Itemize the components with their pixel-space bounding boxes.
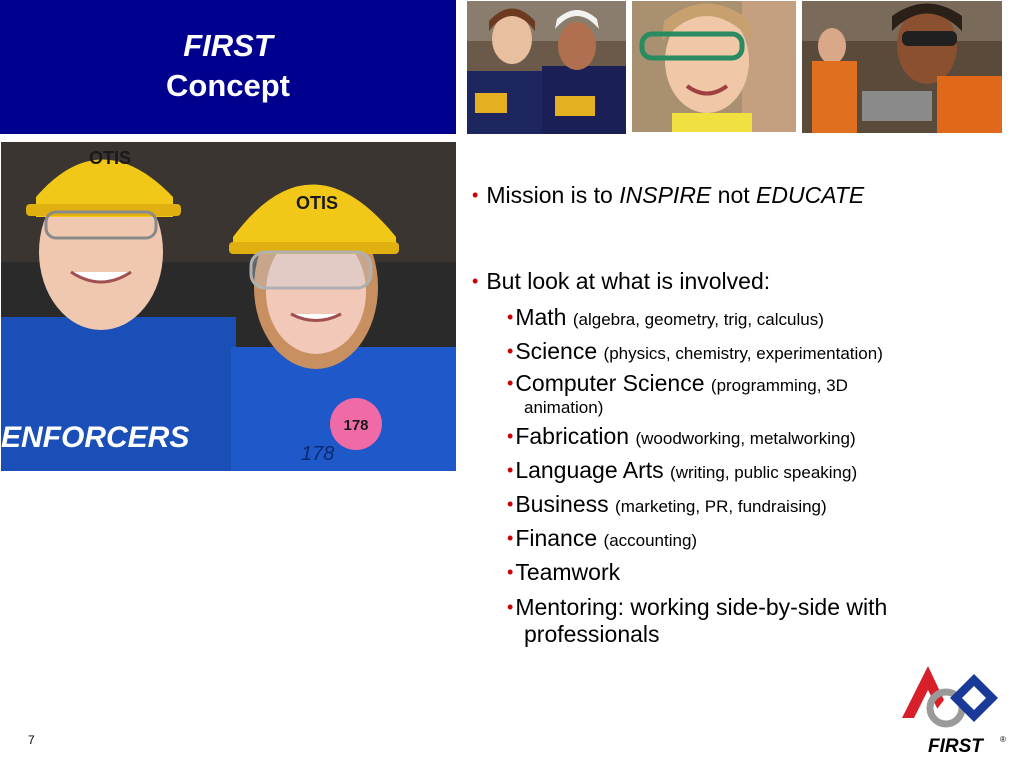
sub-bullet-finance: •Finance (accounting)	[507, 525, 698, 551]
photo-main-students-helmets	[1, 142, 456, 471]
sub-bullet-business: •Business (marketing, PR, fundraising)	[507, 491, 827, 517]
logo-wordmark: FIRST	[928, 736, 983, 756]
sub-bullet-science: •Science (physics, chemistry, experimentation)	[507, 338, 883, 364]
sub-bullet-fabrication: •Fabrication (woodworking, metalworking)	[507, 423, 856, 449]
shirt-number: 178	[301, 443, 335, 465]
emphasis-educate: EDUCATE	[756, 182, 865, 208]
sub-bullet-language-arts: •Language Arts (writing, public speaking)	[507, 457, 858, 483]
photo-two-students	[467, 1, 626, 134]
helmet-text-right: OTIS	[295, 193, 339, 213]
bullet-mission: • Mission is to INSPIRE not EDUCATE	[472, 182, 865, 208]
logo-registered: ®	[1000, 735, 1006, 744]
sub-bullet-math: •Math (algebra, geometry, trig, calculus)	[507, 304, 824, 330]
photo-student-goggles	[632, 1, 796, 132]
title-concept: Concept	[166, 68, 290, 103]
slide-number: 7	[28, 733, 35, 747]
helmet-text-left: OTIS	[88, 148, 132, 168]
first-logo	[896, 660, 1012, 756]
shirt-text: ENFORCERS	[1, 421, 190, 454]
bullet-involved: • But look at what is involved:	[472, 268, 771, 294]
sub-bullet-mentoring: •Mentoring: working side-by-side with professionals	[507, 594, 888, 647]
sub-bullet-teamwork: •Teamwork	[507, 559, 621, 585]
title-first: FIRST	[183, 28, 273, 63]
photo-students-workshop	[802, 1, 1002, 133]
title-banner	[0, 0, 456, 134]
badge-number: 178	[343, 417, 369, 434]
sub-bullet-computer-science: •Computer Science (programming, 3D animation)	[507, 370, 848, 417]
emphasis-inspire: INSPIRE	[619, 182, 712, 208]
